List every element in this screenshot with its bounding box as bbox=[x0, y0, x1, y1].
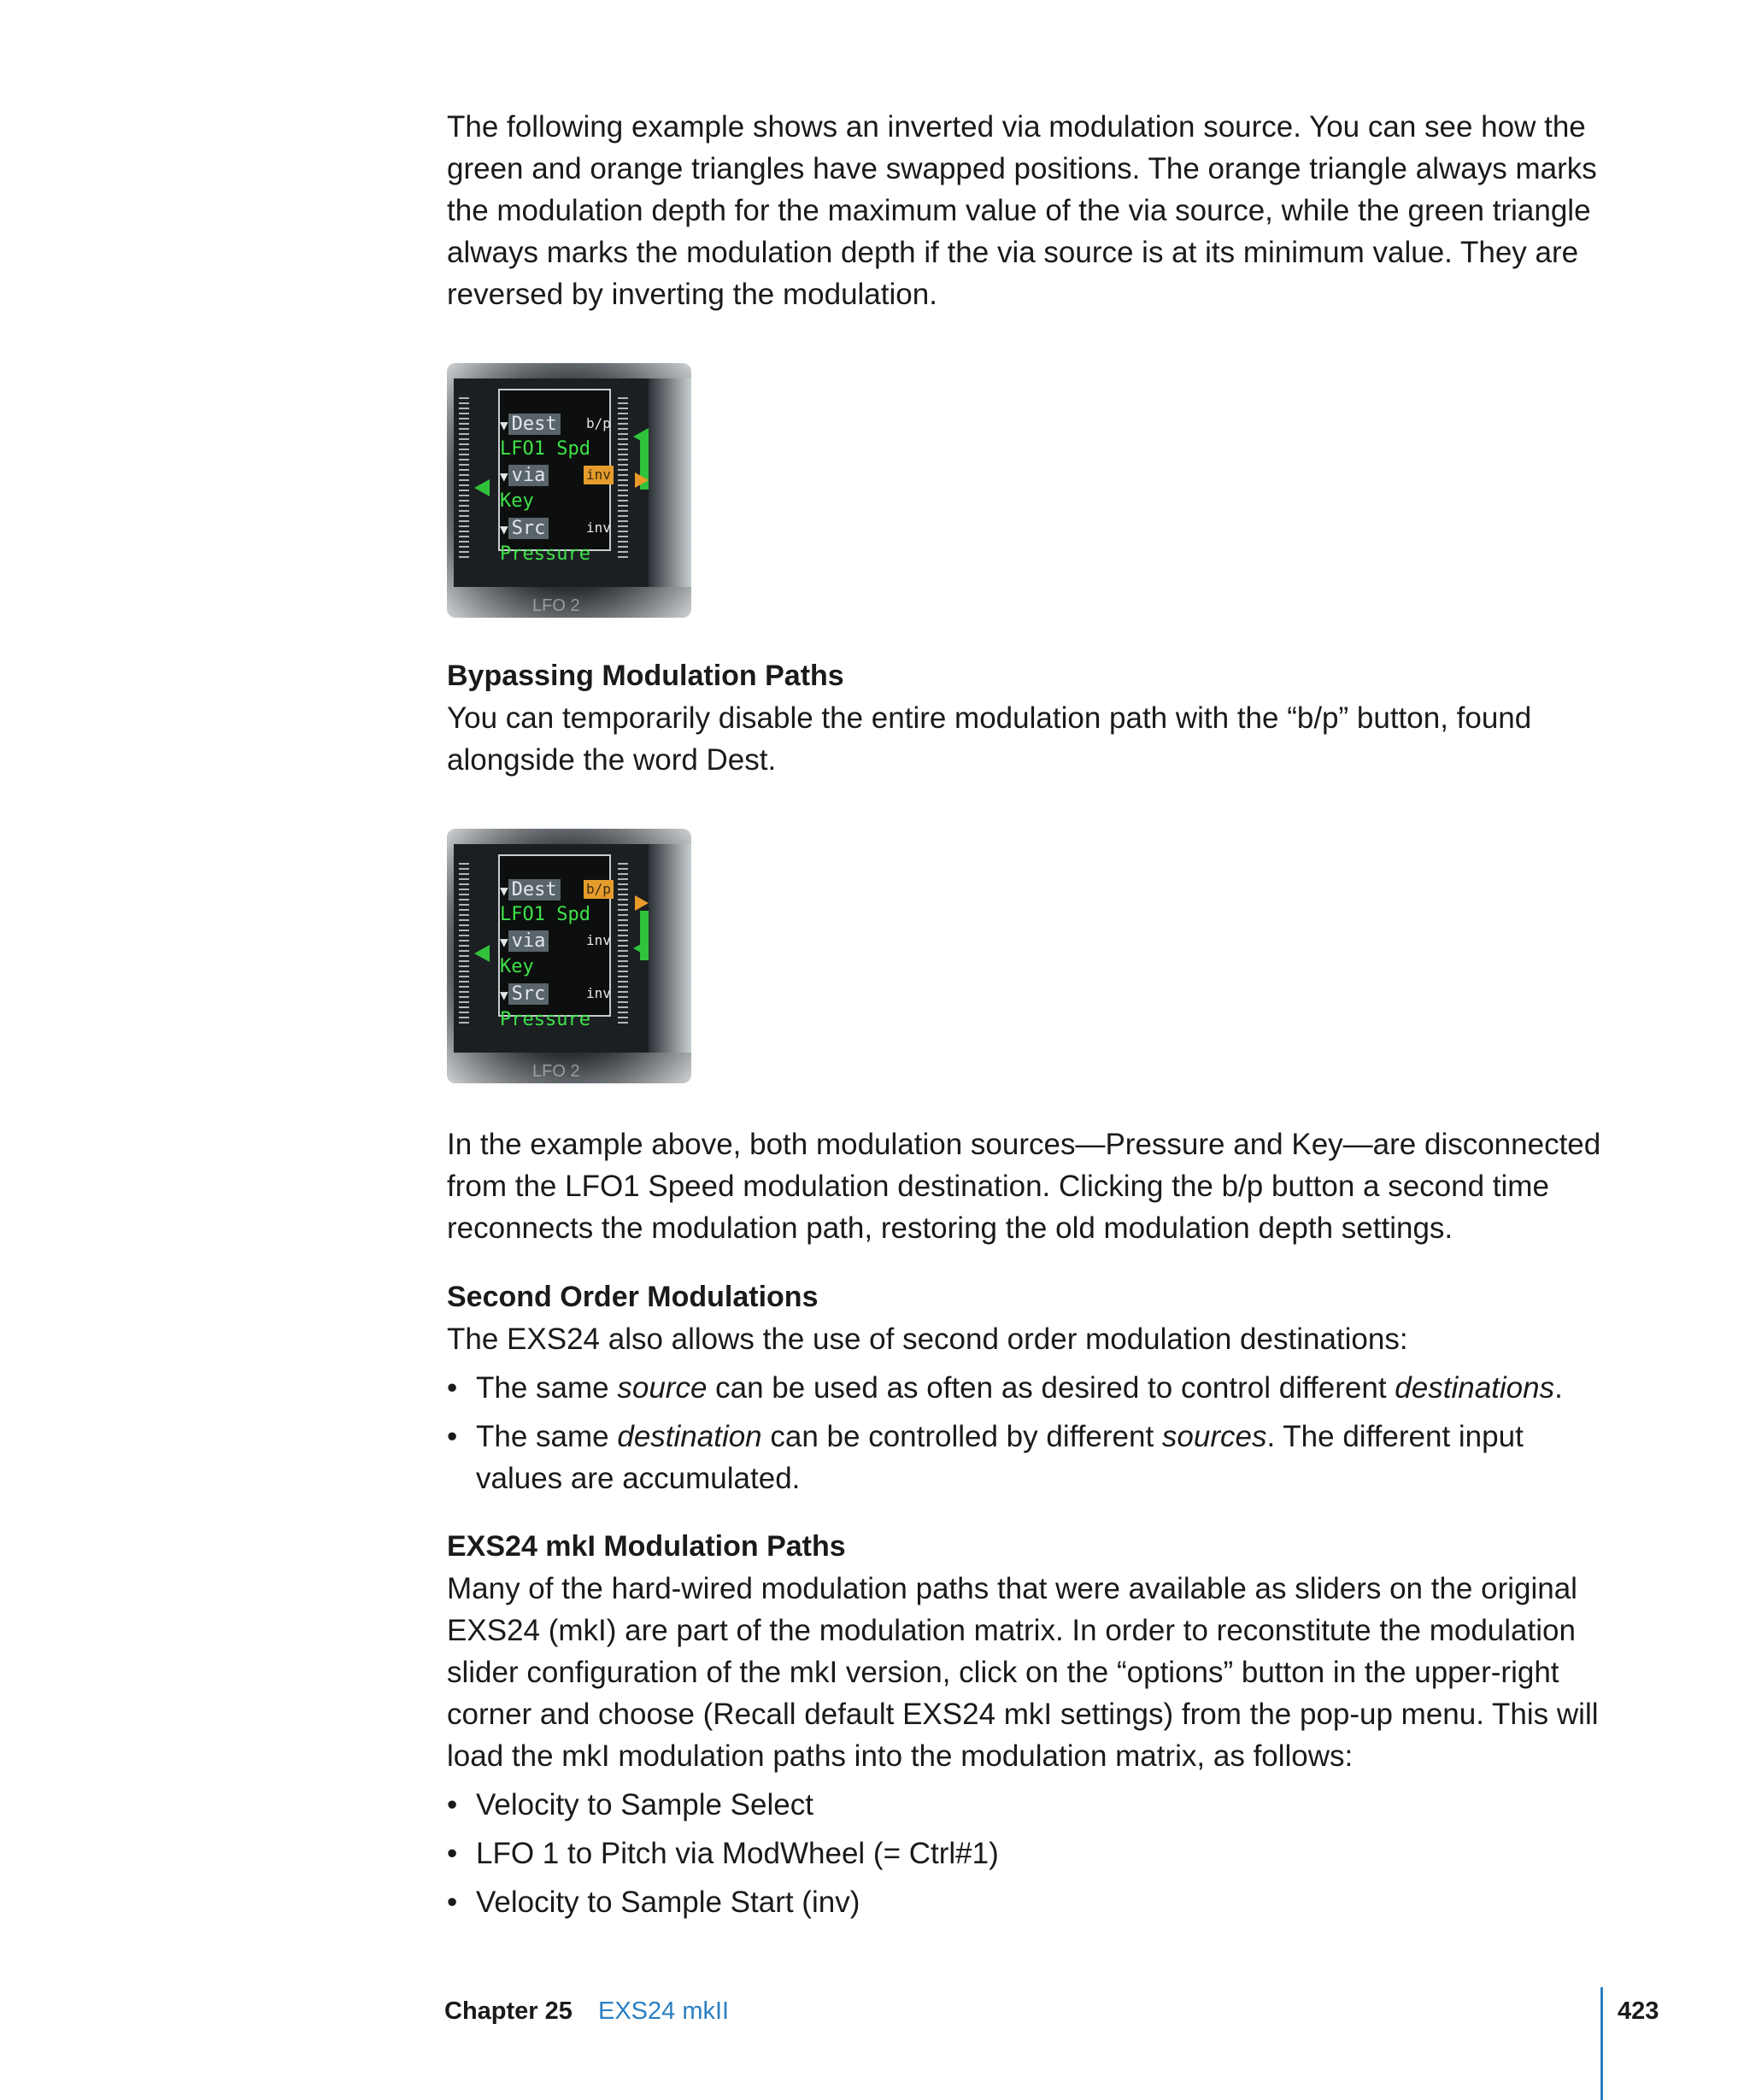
list-item: • The same source can be used as often as desired to control different destinations. bbox=[447, 1367, 1605, 1409]
src-inv-button[interactable]: inv bbox=[586, 519, 611, 536]
left-slider-scale bbox=[459, 397, 469, 561]
dropdown-arrow-icon[interactable]: ▼ bbox=[500, 468, 508, 484]
after-panel-block bbox=[447, 1123, 1605, 1249]
list-item: • The same destination can be controlled by different sources. The different input values are accumulated. bbox=[447, 1416, 1605, 1499]
list-item: • LFO 1 to Pitch via ModWheel (= Ctrl#1) bbox=[447, 1833, 1605, 1874]
right-slider-scale bbox=[618, 863, 628, 1027]
page-number: 423 bbox=[1618, 1997, 1659, 2025]
mod-panel-bypassed bbox=[447, 829, 691, 1083]
dest-value[interactable]: LFO1 Spd bbox=[500, 904, 590, 925]
dest-label: Dest bbox=[508, 879, 561, 900]
section-second-order bbox=[447, 1276, 1605, 1499]
section-heading: EXS24 mkI Modulation Paths bbox=[447, 1530, 846, 1563]
orange-triangle-icon[interactable] bbox=[635, 472, 649, 488]
orange-triangle-icon[interactable] bbox=[635, 895, 649, 911]
right-slider-scale bbox=[618, 397, 628, 561]
adjacent-panel-edge bbox=[649, 378, 691, 587]
via-inv-button[interactable]: inv bbox=[586, 932, 611, 948]
src-label: Src bbox=[508, 983, 549, 1005]
adjacent-panel-edge bbox=[649, 844, 691, 1053]
via-value[interactable]: Key bbox=[500, 490, 534, 512]
intro-paragraph: The following example shows an inverted via modulation source. You can see how the green and orange triangles have swapped positions. The orange triangle always marks the modulation depth for the maximum value of the via source, while the green triangle always marks the modulation depth if the via source is at its minimum value. They are reversed by inverting the modulation. bbox=[447, 110, 1597, 311]
list-item: • Velocity to Sample Start (inv) bbox=[447, 1881, 1605, 1923]
footer-chapter: Chapter 25 bbox=[444, 1997, 573, 2025]
via-header[interactable] bbox=[500, 464, 549, 488]
section-paragraph: You can temporarily disable the entire modulation path with the “b/p” button, found alongside the word Dest. bbox=[447, 701, 1532, 777]
src-inv-button[interactable]: inv bbox=[586, 985, 611, 1001]
section-heading: Second Order Modulations bbox=[447, 1281, 819, 1313]
via-value[interactable]: Key bbox=[500, 956, 534, 977]
bp-button[interactable]: b/p bbox=[586, 415, 611, 431]
src-header[interactable] bbox=[500, 517, 549, 541]
green-triangle-icon[interactable] bbox=[474, 945, 490, 962]
green-triangle-icon[interactable] bbox=[474, 479, 490, 496]
src-value[interactable]: Pressure bbox=[500, 543, 590, 565]
bp-button[interactable]: b/p bbox=[584, 880, 614, 899]
dropdown-arrow-icon[interactable]: ▼ bbox=[500, 934, 508, 950]
dest-value[interactable]: LFO1 Spd bbox=[500, 438, 590, 460]
dropdown-arrow-icon[interactable]: ▼ bbox=[500, 987, 508, 1003]
footer-chapter-title[interactable]: EXS24 mkII bbox=[598, 1997, 730, 2025]
via-label: via bbox=[508, 465, 549, 486]
src-label: Src bbox=[508, 518, 549, 539]
section-bypassing bbox=[447, 655, 1605, 781]
dest-header[interactable] bbox=[500, 878, 561, 902]
section-heading: Bypassing Modulation Paths bbox=[447, 660, 844, 692]
src-header[interactable] bbox=[500, 983, 549, 1006]
after-panel-paragraph: In the example above, both modulation sources—Pressure and Key—are disconnected from the LFO1 Speed modulation destination. Clicking the b/p button a second time reconnects the modulation path, restoring the old modulation depth settings. bbox=[447, 1128, 1601, 1245]
dropdown-arrow-icon[interactable]: ▼ bbox=[500, 883, 508, 899]
green-triangle-icon[interactable] bbox=[633, 428, 649, 445]
intro-block bbox=[447, 106, 1605, 315]
green-triangle-icon[interactable] bbox=[633, 940, 649, 957]
src-value[interactable]: Pressure bbox=[500, 1009, 590, 1030]
list-item: • Velocity to Sample Select bbox=[447, 1784, 1605, 1826]
panel-footer-label: LFO 2 bbox=[532, 1062, 580, 1081]
dest-header[interactable] bbox=[500, 413, 561, 437]
section-paragraph: Many of the hard-wired modulation paths that were available as sliders on the original EXS24 (mkI) are part of the modulation matrix. In order to reconstitute the modulation slider configuration of the mkI version, click on the “options” button in the upper-right corner and choose (Recall default EXS24 mkI settings) from the pop-up menu. This will load the mkI modulation paths into the modulation matrix, as follows: bbox=[447, 1572, 1599, 1773]
dest-label: Dest bbox=[508, 414, 561, 435]
left-slider-scale bbox=[459, 863, 469, 1027]
footer-divider bbox=[1600, 1987, 1603, 2100]
via-label: via bbox=[508, 930, 549, 952]
via-header[interactable] bbox=[500, 930, 549, 953]
via-inv-button[interactable]: inv bbox=[584, 466, 614, 484]
section-paragraph: The EXS24 also allows the use of second order modulation destinations: bbox=[447, 1323, 1408, 1356]
panel-footer-label: LFO 2 bbox=[532, 596, 580, 615]
section-mki-paths bbox=[447, 1526, 1605, 1923]
dropdown-arrow-icon[interactable]: ▼ bbox=[500, 417, 508, 433]
dropdown-arrow-icon[interactable]: ▼ bbox=[500, 521, 508, 537]
mod-panel-inverted-via bbox=[447, 363, 691, 618]
